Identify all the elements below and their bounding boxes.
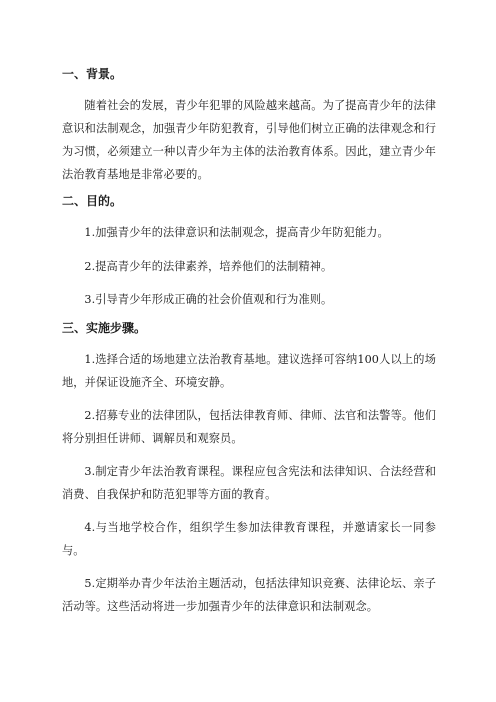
purpose-item-3: 3.引导青少年形成正确的社会价值观和行为准则。 xyxy=(84,293,333,306)
purpose-item-2: 2.提高青少年的法律素养，培养他们的法制精神。 xyxy=(84,260,333,273)
step-item-1: 1.选择合适的场地建立法治教育基地。建议选择可容纳100人以上的场地，并保证设施齐全、环境安静。 xyxy=(62,353,436,389)
purpose-item-1: 1.加强青少年的法律意识和法制观念，提高青少年防犯能力。 xyxy=(84,226,389,239)
background-paragraph: 随着社会的发展，青少年犯罪的风险越来越高。为了提高青少年的法律意识和法制观念，加强青少年防犯教育，引导他们树立正确的法律观念和行为习惯，必须建立一种以青少年为主体的法治教育体系。因此，建立青少年法治教育基地是非常必要的。 xyxy=(62,99,436,181)
step-item-3: 3.制定青少年法治教育课程。课程应包含宪法和法律知识、合法经营和消费、自我保护和防范犯罪等方面的教育。 xyxy=(62,465,436,501)
step-item-4: 4.与当地学校合作，组织学生参加法律教育课程，并邀请家长一同参与。 xyxy=(62,521,436,557)
step-item-5: 5.定期举办青少年法治主题活动，包括法律知识竞赛、法律论坛、亲子活动等。这些活动将进一步加强青少年的法律意识和法制观念。 xyxy=(62,577,436,613)
section-heading-steps: 三、实施步骤。 xyxy=(62,321,147,335)
section-heading-background: 一、背景。 xyxy=(62,67,123,81)
step-item-2: 2.招募专业的法律团队，包括法律教育师、律师、法官和法警等。他们将分别担任讲师、调解员和观察员。 xyxy=(62,409,436,445)
section-heading-purpose: 二、目的。 xyxy=(62,194,123,208)
